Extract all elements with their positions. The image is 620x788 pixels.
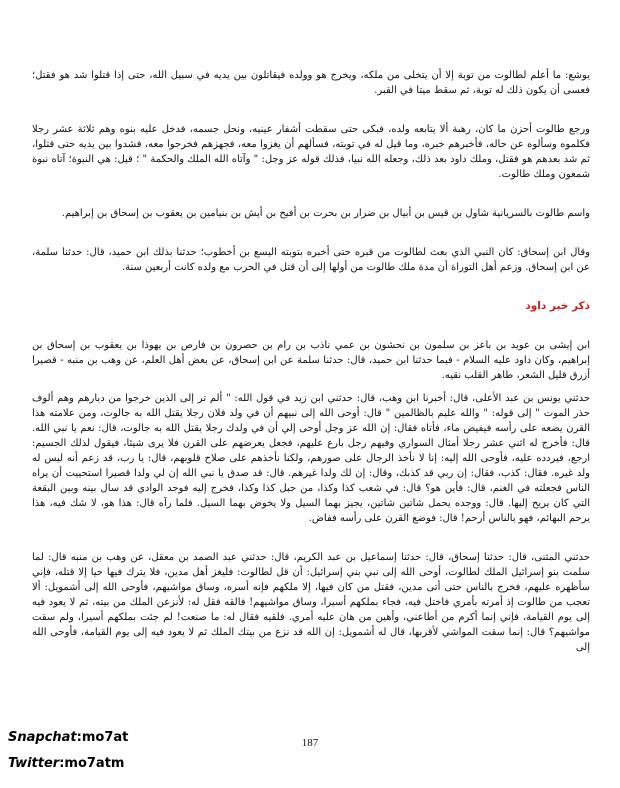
section-heading: ذكر خبر داود — [525, 300, 590, 312]
snapchat-label: Snapchat — [8, 730, 77, 745]
twitter-handle: Twitter:mo7atm — [8, 756, 125, 771]
paragraph-talut-return: ورجع طالوت أحزن ما كان، رهبة ألا يتابعه ولده، فبكى حتى سقطت أشفار عينيه، ونحل جسمه، فدخل عليه بنوه وهم ثلاثة عشر رجلا فكلموه وسألوه عن حاله، فأخبرهم خبره، وما قيل له في توبته، فسألهم أن يغزوا معه، فجهزهم فخرجوا معه، فشدوا بين يديه حتى قتلوا، ثم شد بعدهم هو فقتل، وملك داود بعد ذلك، وجعله الله نبيا، فذلك قوله عز وجل: " وآتاه الله الملك والحكمة " ؛ قيل: هي النبوة؛ آتاه نبوة شمعون وملك طالوت. — [32, 124, 590, 180]
twitter-label: Twitter — [8, 756, 60, 771]
snapchat-value: mo7at — [81, 730, 129, 745]
snapchat-handle: Snapchat:mo7at — [8, 730, 129, 745]
paragraph-yusha: يوشع: ما أعلم لطالوت من توبة إلا أن يتخلى من ملكه، ويخرج هو وولده فيقاتلون بين يديه في سبيل الله، حتى إذا قتلوا شد هو فقتل؛ فعسى أن يكون ذلك له توبة، ثم سقط ميتا في القبر. — [32, 70, 590, 96]
paragraph-muthanna: حدثني المثنى، قال: حدثنا إسحاق، قال: حدثنا إسماعيل بن عبد الكريم، قال: حدثني عبد الصمد بن معقل، عن وهب بن منبه قال: لما سلمت بنو إسرائيل الملك لطالوت، أوحى الله إلى نبي بني إسرائيل: أن قل لطالوت: فليغز أهل مدين، فلا يترك فيها حيا إلا قتله، فإني سأظهره عليهم، فخرج بالناس حتى أتى مدين، فقتل من كان فيها، إلا ملكهم فإنه أسره، وساق مواشيهم، فأوحى الله إلى أشمويل: ألا تعجب من طالوت إذ أمرته بأمري فاختل فيه، فجاء بملكهم أسيرا، وساق مواشيهم! فالقه فقل له: لأنزعن الملك من بيته، ثم لا يعود فيه إلى يوم القيامة، فإني إنما أكرم من أطاعني، وأهين من هان عليه أمري. فلقيه فقال له: ما صنعت! لم جئت بملكهم أسيرا، ولم سقت مواشيهم؟ قال: إنما سقت المواشي لأقربها، قال له أشمويل: إن الله قد نزع من بيتك الملك ثم لا يعود فيه إلى يوم القيامة، فأوحى الله إلى — [32, 552, 590, 653]
twitter-value: mo7atm — [64, 756, 125, 771]
paragraph-ibn-ishaq: وقال ابن إسحاق: كان النبي الذي بعث لطالوت من قبره حتى أخبره بتوبته اليسع بن أخطوب؛ حدثنا بذلك ابن حميد، قال: حدثنا سلمة، عن ابن إسحاق. وزعم أهل التوراة أن مدة ملك طالوت من أولها إلى أن قتل في الحرب مع ولده كانت أربعين سنة. — [32, 247, 590, 273]
page-number: 187 — [301, 737, 319, 749]
paragraph-yunus: حدثني يونس بن عبد الأعلى، قال: أخبرنا ابن وهب، قال: حدثني ابن زيد في قول الله: " ألم تر إلى الذين خرجوا من ديارهم وهم ألوف حذر الموت " إلى قوله: " والله عليم بالظالمين " قال: أوحى الله إلى نبيهم أن في ولد فلان رجلا يقتل الله به جالوت، ومن علامته هذا القرن يضعه على رأسه فيفيض ماء، فأتاه فقال: إن الله عز وجل أوحى إلي أن في ولدك رجلا يقتل الله به جالوت، قال: نعم يا نبي الله. قال: فأخرج له اثني عشر رجلا أمثال السواري وفيهم رجل بارع عليهم، فجعل يعرضهم على القرن فلا يرى شيئا، فيقول لذلك الجسيم: ارجع، فيردده عليه، فأوحى الله إليه: إنا لا نأخذ الرجال على صورهم، ولكنا نأخذهم على صلاح قلوبهم، قال: يا رب، قد زعم أنه ليس له ولد غيره. فقال: كذب، فقال: إن ربي قد كذبك، وقال: إن لك ولدا غيرهم. قال: قد صدق يا نبي الله إن لي ولدا قصيرا استحييت أن يراه الناس فجعلته في الغنم، قال: فأين هو؟ قال: في شعب كذا وكذا، من جبل كذا وكذا، فخرج إليه فوجد الوادي قد سال بينه وبين البقعة التي كان يريح إليها. قال: ووجده يحمل شاتين شاتين، يجيز بهما السيل ولا يخوض بهما السيل. فلما رآه قال: هذا هو، لا شك فيه، هذا يرحم البهائم، فهو بالناس أرحم! قال: فوضع القرن على رأسه ففاض. — [32, 393, 590, 524]
paragraph-talut-name: واسم طالوت بالسريانية شاول بن قيس بن أبيال بن ضرار بن بحرت بن أفيح بن أيش بن بنيامين بن يعقوب بن إسحاق بن إبراهيم. — [61, 208, 590, 219]
page-content — [32, 68, 590, 655]
paragraph-dawud-lineage: ابن إيشى بن عويد بن باعز بن سلمون بن نحشون بن عمي ناذب بن رام بن حصرون بن فارص بن يهوذا بن يعقوب بن إسحاق بن إبراهيم، وكان داود عليه السلام - فيما حدثنا ابن حميد، قال: حدثنا سلمة عن ابن إسحاق، عن بعض أهل العلم، عن وهب بن منبه - قصيرا أزرق قليل الشعر، طاهر القلب نقيه. — [32, 340, 590, 381]
